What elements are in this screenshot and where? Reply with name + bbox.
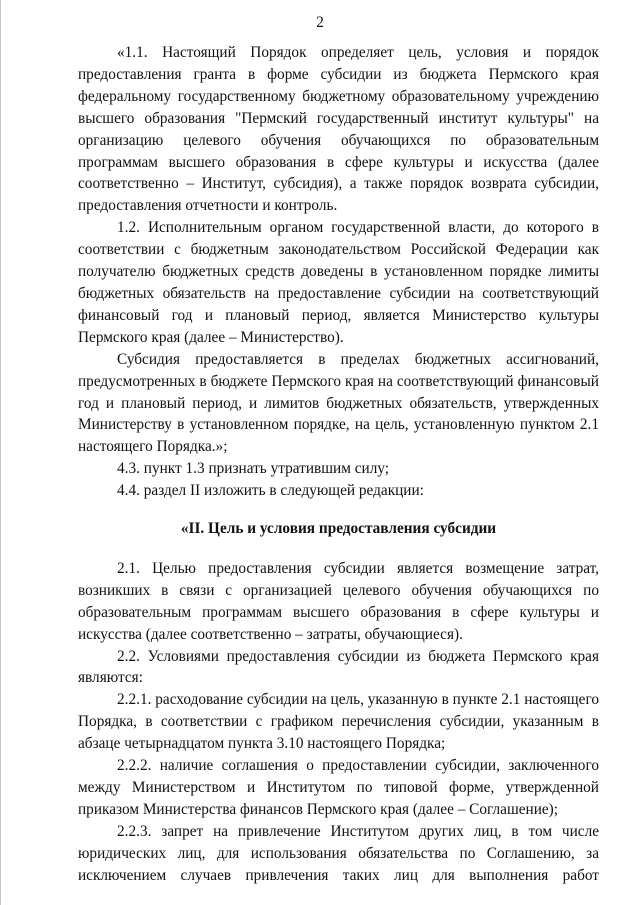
paragraph-4-4: 4.4. раздел II изложить в следующей редакции: xyxy=(117,482,424,500)
paragraph-4-3: 4.3. пункт 1.3 признать утратившим силу; xyxy=(117,460,390,478)
section-heading: «II. Цель и условия предоставления субсидии xyxy=(180,520,497,538)
paragraph-1-2: 1.2. Исполнительным органом государственной власти, до которого в соответствии с бюджетным законодательством Российской Федерации как получателю бюджетных средств доведены в установленном порядке лимиты бюджетных обязательств на предоставление субсидии на соответствующий финансовый год и плановый период, является Министерство культуры Пермского края (далее – Министерство). xyxy=(78,219,599,346)
paragraph-1-1: «1.1. Настоящий Порядок определяет цель, условия и порядок предоставления гранта в форме субсидии из бюджета Пермского края федеральному государственному бюджетному образовательному учреждению высшего образования "Пермский государственный институт культуры" на организацию целевого обучения обучающихся по образовательным программам высшего образования в сфере культуры и искусства (далее соответственно – Институт, субсидия), а также порядок возврата субсидии, предоставления отчетности и контроль. xyxy=(78,44,599,215)
paragraph-2-2-3: 2.2.3. запрет на привлечение Институтом других лиц, в том числе юридических лиц, для использования обязательства по Соглашению, за исключением случаев привлечения таких лиц для выполнения работ xyxy=(78,822,599,884)
paragraph-2-1: 2.1. Целью предоставления субсидии является возмещение затрат, возникших в связи с организацией целевого обучения обучающихся по образовательным программам высшего образования в сфере культуры и искусства (далее соответственно – затраты, обучающиеся). xyxy=(78,559,599,643)
paragraph-subsidy-limits: Субсидия предоставляется в пределах бюджетных ассигнований, предусмотренных в бюджете Пермского края на соответствующий финансовый год и плановый период, и лимитов бюджетных обязательств, утвержденных Министерству в установленном порядке, на цель, установленную пунктом 2.1 настоящего Порядка.»; xyxy=(78,350,599,456)
paragraph-2-2-2: 2.2.2. наличие соглашения о предоставлении субсидии, заключенного между Министерством и Институтом по типовой форме, утвержденной приказом Министерства финансов Пермского края (далее – Соглашение); xyxy=(78,757,599,818)
page-edge-line xyxy=(0,0,1,905)
page-number: 2 xyxy=(316,14,324,31)
document-body xyxy=(78,42,599,887)
paragraph-2-2-1: 2.2.1. расходование субсидии на цель, указанную в пункте 2.1 настоящего Порядка, в соответствии с графиком перечисления субсидии, указанным в абзаце четырнадцатом пункта 3.10 настоящего Порядка; xyxy=(78,691,599,753)
paragraph-2-2: 2.2. Условиями предоставления субсидии из бюджета Пермского края являются: xyxy=(78,647,599,687)
